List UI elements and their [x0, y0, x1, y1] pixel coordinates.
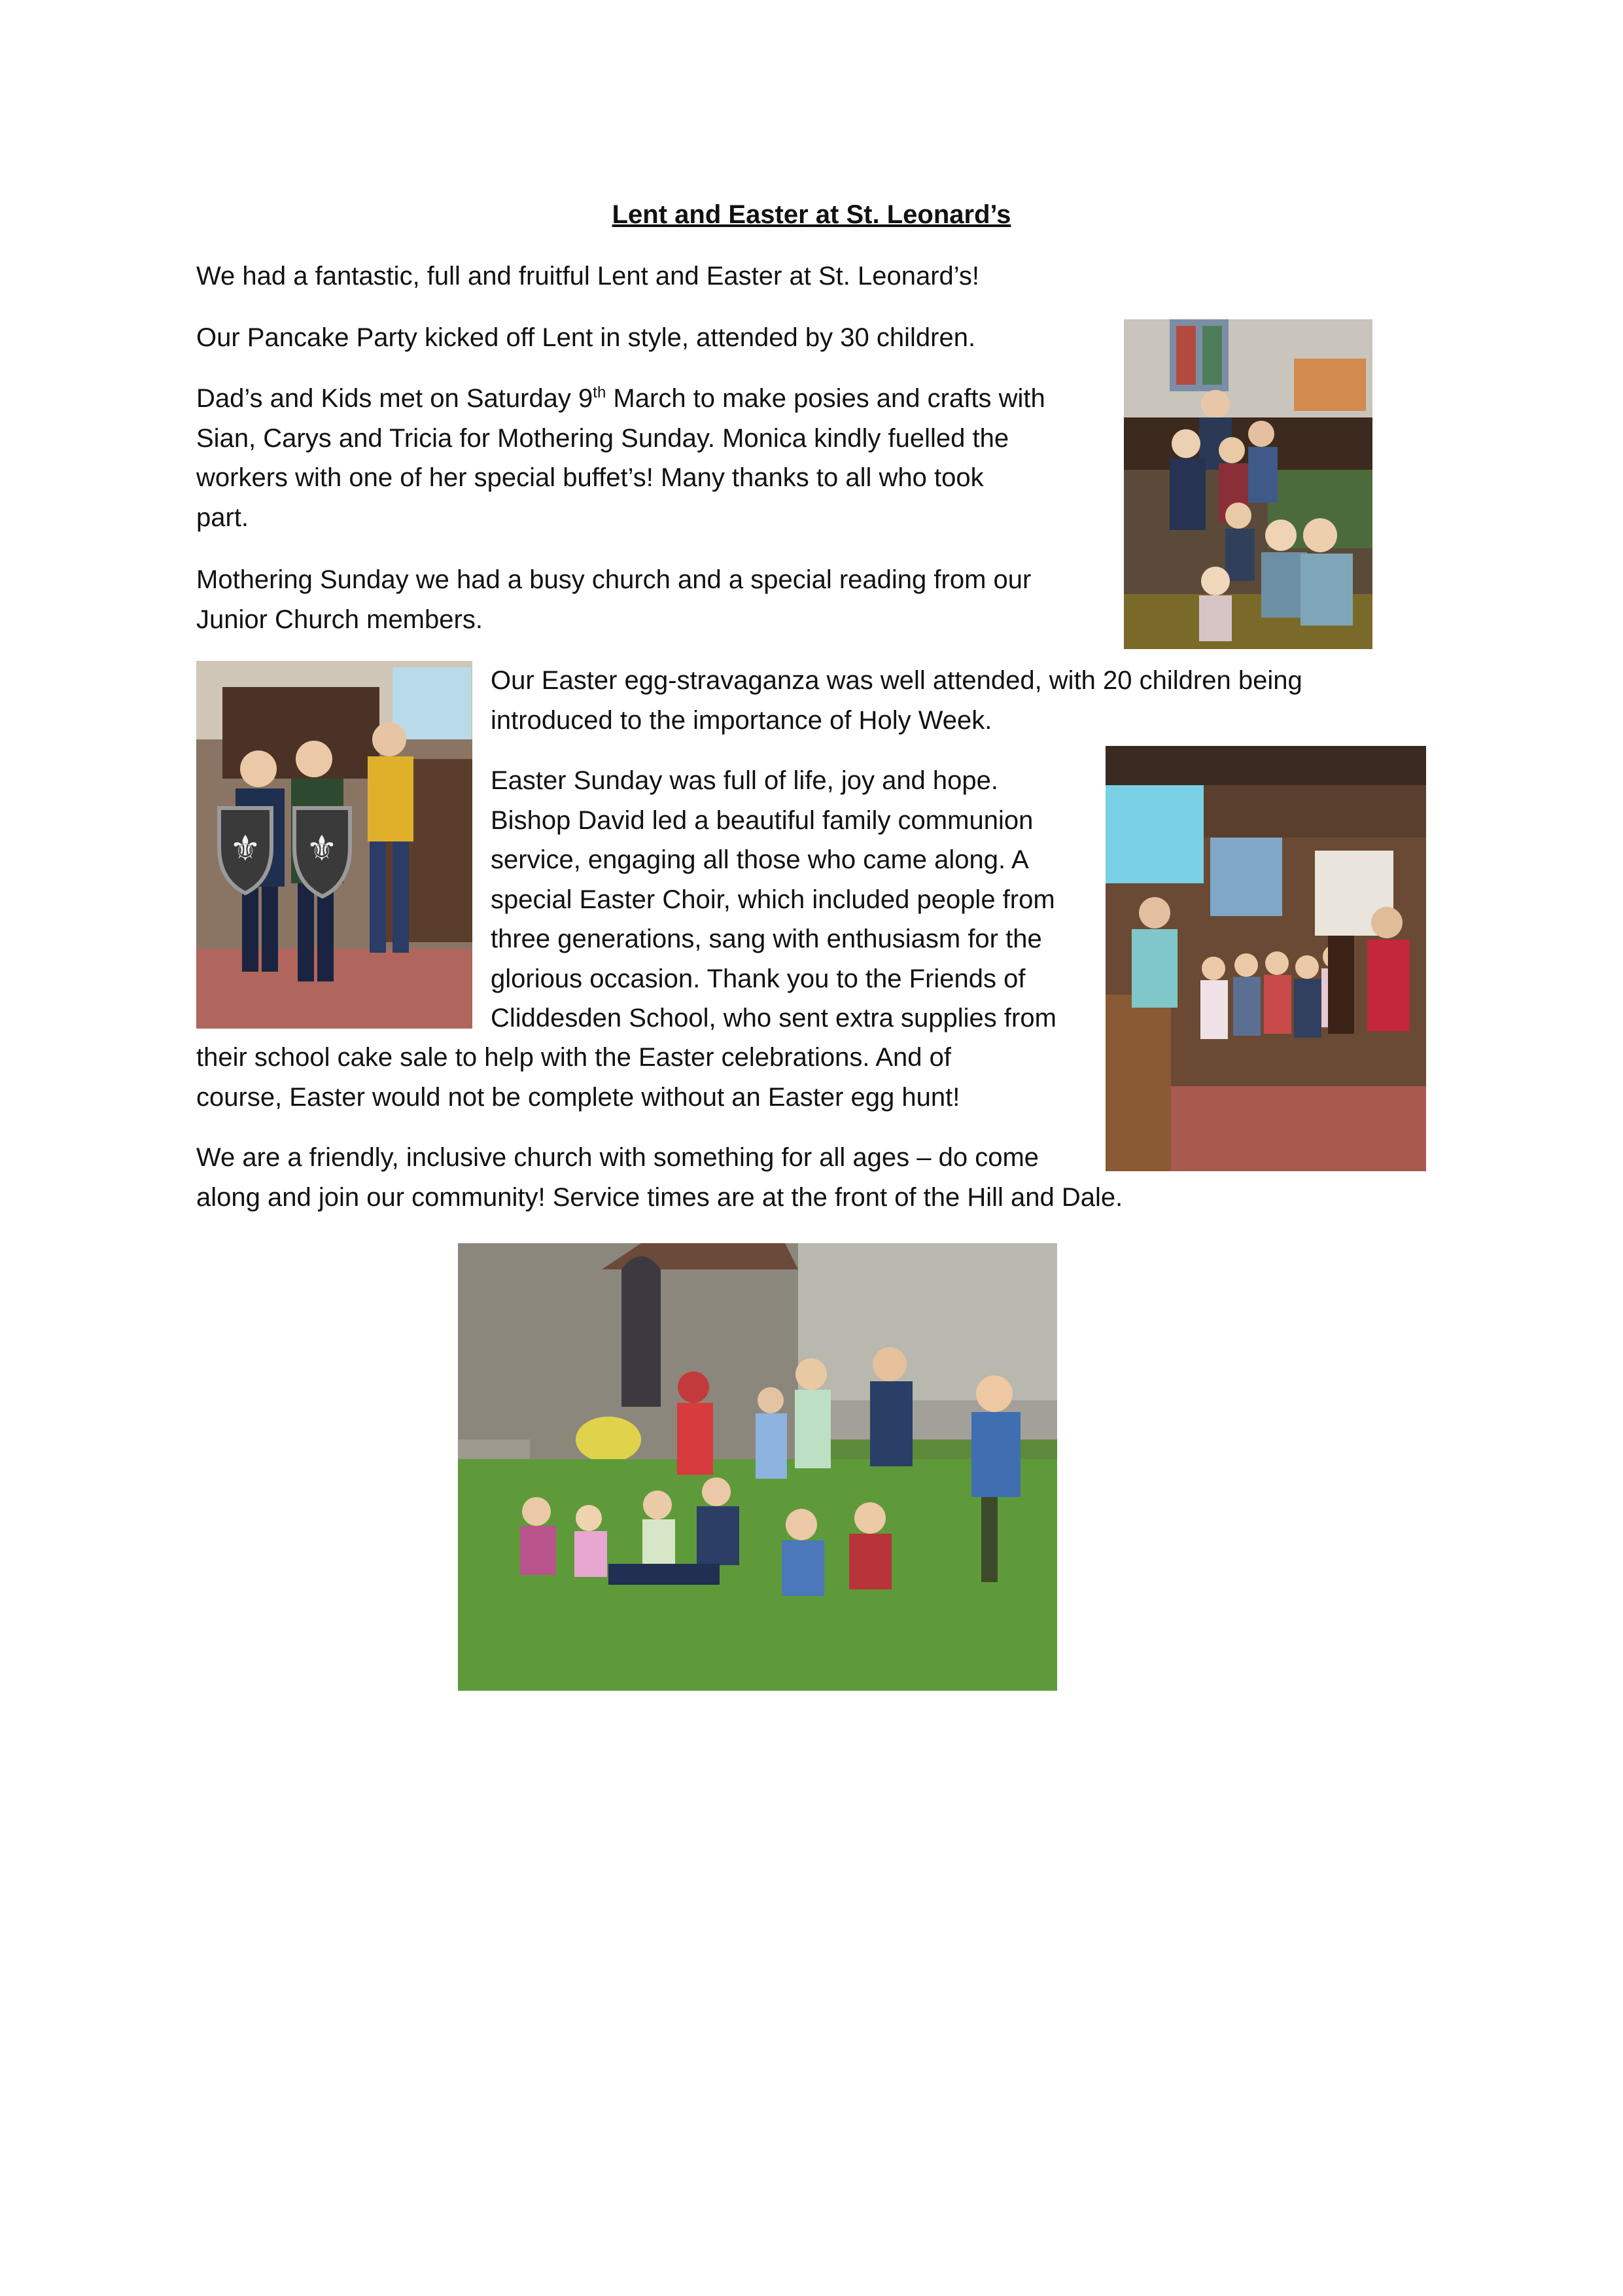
text-line: Junior Church members.: [196, 605, 483, 634]
svg-text:⚜: ⚜: [229, 828, 262, 869]
svg-text:⚜: ⚜: [305, 828, 338, 869]
paragraph-dads-kids: [196, 379, 1045, 537]
paragraph-friendly-church: [196, 1138, 1123, 1217]
children-with-shields-photo: [196, 661, 472, 1029]
text-line: glorious occasion. Thank you to the Friends of: [491, 964, 1026, 993]
text-line: special Easter Choir, which included people from: [491, 885, 1055, 914]
easter-egg-hunt-group-photo: [458, 1243, 1057, 1691]
text-line: Easter Sunday was full of life, joy and hope.: [491, 766, 999, 795]
text-line: course, Easter would not be complete without an Easter egg hunt!: [196, 1082, 960, 1112]
text-line: Sian, Carys and Tricia for Mothering Sunday. Monica kindly fuelled the: [196, 423, 1009, 453]
paragraph-egg-stravaganza: [491, 661, 1302, 740]
paragraph-mothering-sunday: [196, 560, 1031, 639]
text-line: Mothering Sunday we had a busy church and a special reading from our: [196, 565, 1032, 594]
text-line: three generations, sang with enthusiasm for the: [491, 925, 1042, 953]
text-line: introduced to the importance of Holy Week.: [491, 705, 992, 735]
text-line: part.: [196, 503, 249, 532]
text-line: workers with one of her special buffet’s! Many thanks to all who took: [196, 463, 984, 492]
text-line: their school cake sale to help with the Easter celebrations. And of: [196, 1043, 952, 1072]
text-line: service, engaging all those who came along. A: [491, 845, 1029, 874]
text-line: Our Pancake Party kicked off Lent in style, attended by 30 children.: [196, 323, 976, 352]
text-line: We are a friendly, inclusive church with something for all ages – do come: [196, 1143, 1039, 1172]
text-line: along and join our community! Service times are at the front of the Hill and Dale.: [196, 1182, 1123, 1212]
text-line: Our Easter egg-stravaganza was well attended, with 20 children being: [491, 666, 1302, 695]
children-in-church-photo: [1124, 319, 1372, 649]
text-line: Cliddesden School, who sent extra supplies from: [491, 1004, 1056, 1033]
paragraph-pancake: [196, 318, 975, 358]
text-line: Dad’s and Kids met on Saturday 9th March to make posies and crafts with: [196, 383, 1045, 413]
paragraph-intro: [196, 256, 979, 296]
paragraph-easter-sunday: [491, 761, 1056, 1038]
text-line: Bishop David led a beautiful family communion: [491, 805, 1034, 835]
text-line: We had a fantastic, full and fruitful Lent and Easter at St. Leonard’s!: [196, 262, 980, 291]
paragraph-easter-sunday-cont: [196, 1038, 960, 1117]
article-title: Lent and Easter at St. Leonard’s: [612, 200, 1011, 229]
easter-choir-photo: [1106, 746, 1426, 1171]
